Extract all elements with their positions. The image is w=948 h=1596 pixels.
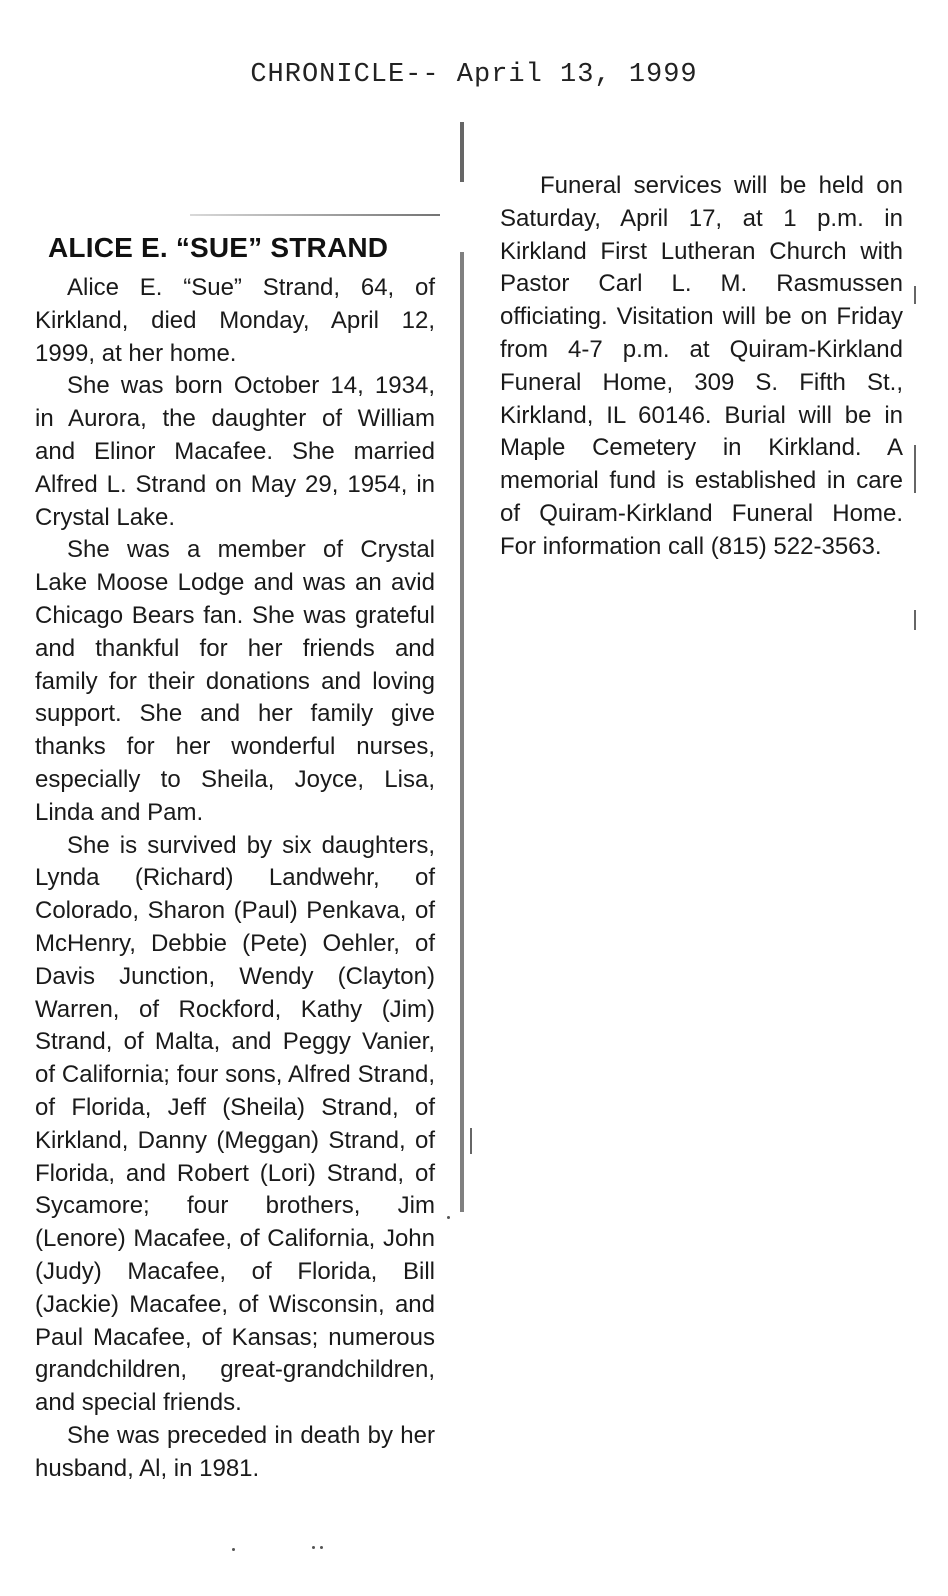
paragraph-death-notice: Alice E. “Sue” Strand, 64, of Kirkland, died Monday, April 12, 1999, at her home. xyxy=(35,274,435,367)
paragraph-funeral-services: Funeral services will be held on Saturday, April 17, at 1 p.m. in Kirkland First Lutheran Church with Pastor Carl L. M. Rasmussen officiating. Visitation will be on Friday from 4-7 p.m. at Quiram-Kirkland Funeral Home, 309 S. Fifth St., Kirkland, IL 60146. Burial will be in Maple Cemetery in Kirkland. A memorial fund is established in care of Quiram-Kirkland Funeral Home. For information call (815) 522-3563. xyxy=(500,172,903,560)
headline-rule xyxy=(190,214,440,216)
scan-edge-mark xyxy=(914,610,916,630)
paragraph-membership: She was a member of Crystal Lake Moose Lodge and was an avid Chicago Bears fan. She was grateful and thankful for her friends and family for their donations and loving support. She and her family give thanks for her wonderful nurses, especially to Sheila, Joyce, Lisa, Linda and Pam. xyxy=(35,536,435,826)
paragraph-preceded: She was preceded in death by her husband, Al, in 1981. xyxy=(35,1421,435,1482)
scan-speck xyxy=(320,1546,323,1549)
scan-edge-mark xyxy=(914,286,916,304)
scan-speck xyxy=(312,1546,315,1549)
left-column xyxy=(35,272,435,1485)
paragraph-survivors: She is survived by six daughters, Lynda (Richard) Landwehr, of Colorado, Sharon (Paul) Penkava, of McHenry, Debbie (Pete) Oehler, of Davis Junction, Wendy (Clayton) Warren, of Rockford, Kathy (Jim) Strand, of Malta, and Peggy Vanier, of California; four sons, Alfred Strand, of Florida, Jeff (Sheila) Strand, of Kirkland, Danny (Meggan) Strand, of Florida, and Robert (Lori) Strand, of Sycamore; four brothers, Jim (Lenore) Macafee, of California, John (Judy) Macafee, of Florida, Bill (Jackie) Macafee, of Wisconsin, and Paul Macafee, of Kansas; numerous grandchildren, great-grandchildren, and special friends. xyxy=(35,831,435,1417)
scan-speck xyxy=(232,1548,235,1551)
paragraph-birth-marriage: She was born October 14, 1934, in Aurora, the daughter of William and Elinor Macafee. She married Alfred L. Strand on May 29, 1954, in Crystal Lake. xyxy=(35,372,435,531)
scan-edge-mark xyxy=(914,445,916,493)
obituary-headline: ALICE E. “SUE” STRAND xyxy=(48,232,389,263)
newspaper-dateline: CHRONICLE-- April 13, 1999 xyxy=(250,60,698,90)
column-divider xyxy=(460,122,464,1522)
right-column xyxy=(500,170,903,564)
scan-edge-mark xyxy=(470,1128,472,1154)
scan-speck xyxy=(447,1216,450,1219)
